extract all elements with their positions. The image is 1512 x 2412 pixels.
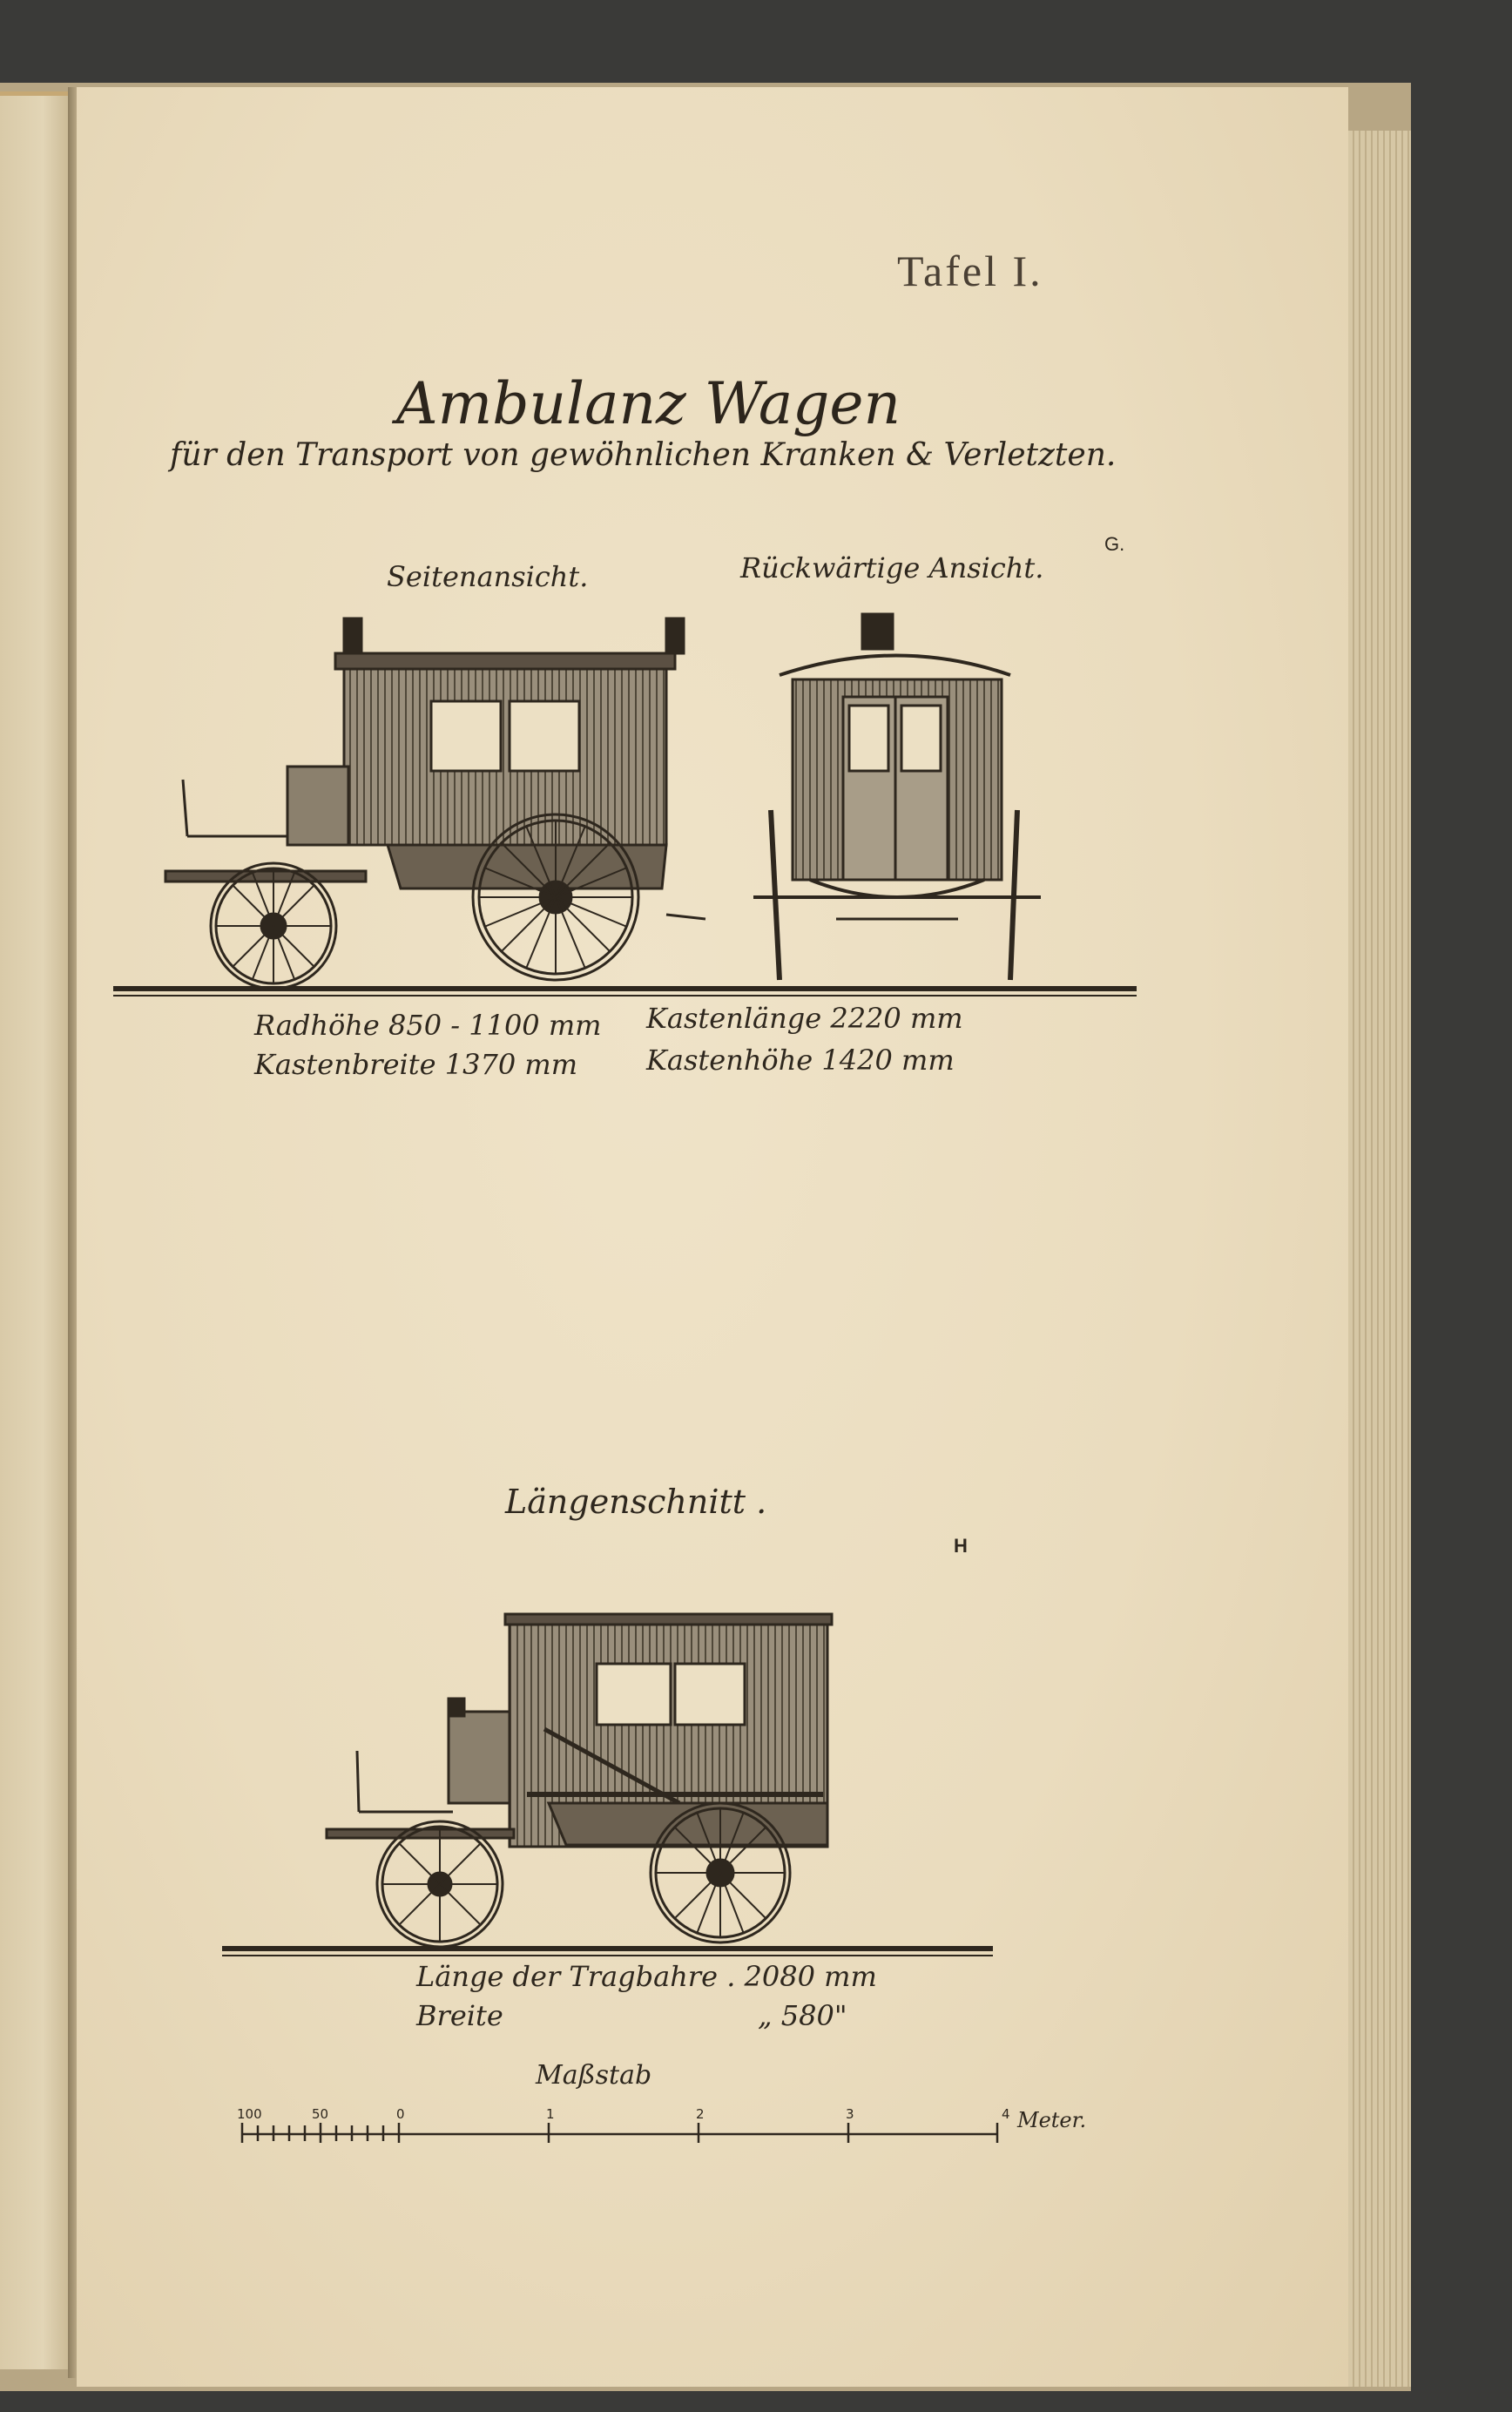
scale-unit: Meter. — [1017, 2108, 1087, 2132]
scale-tick-50: 50 — [312, 2106, 329, 2122]
scale-bar — [242, 2123, 997, 2143]
scale-tick-3: 3 — [846, 2106, 854, 2122]
dimension-box-height: Kastenhöhe 1420 mm — [646, 1044, 955, 1077]
figure-h-marker: H — [954, 1535, 968, 1557]
rear-view-label: Rückwärtige Ansicht. — [740, 551, 1044, 584]
dimension-wheel-height: Radhöhe 850 - 1100 mm — [254, 1009, 602, 1042]
scale-tick-4: 4 — [1002, 2106, 1010, 2122]
dimension-box-width: Kastenbreite 1370 mm — [254, 1048, 578, 1081]
scale-tick-100: 100 — [237, 2106, 262, 2122]
dimension-stretcher-width-value: „ 580" — [758, 1999, 847, 2032]
scale-label: Maßstab — [536, 2060, 652, 2091]
dimension-stretcher-length: Länge der Tragbahre . 2080 mm — [416, 1960, 877, 1993]
side-view-label: Seitenansicht. — [387, 560, 589, 593]
rear-view-carriage — [753, 614, 1041, 980]
section-view-label: Längenschnitt . — [505, 1483, 767, 1521]
dimension-box-length: Kastenlänge 2220 mm — [646, 1002, 963, 1035]
scale-tick-2: 2 — [696, 2106, 705, 2122]
dimension-stretcher-width-label: Breite — [416, 1999, 503, 2032]
figure-g-marker: G. — [1104, 533, 1125, 555]
scale-tick-0: 0 — [396, 2106, 405, 2122]
scale-tick-1: 1 — [546, 2106, 555, 2122]
plate-label: Tafel I. — [897, 247, 1043, 295]
page-subtitle: für den Transport von gewöhnlichen Kranken & Verletzten. — [170, 437, 1117, 473]
page-title: Ambulanz Wagen — [396, 370, 901, 437]
section-view-carriage — [222, 1614, 993, 1956]
